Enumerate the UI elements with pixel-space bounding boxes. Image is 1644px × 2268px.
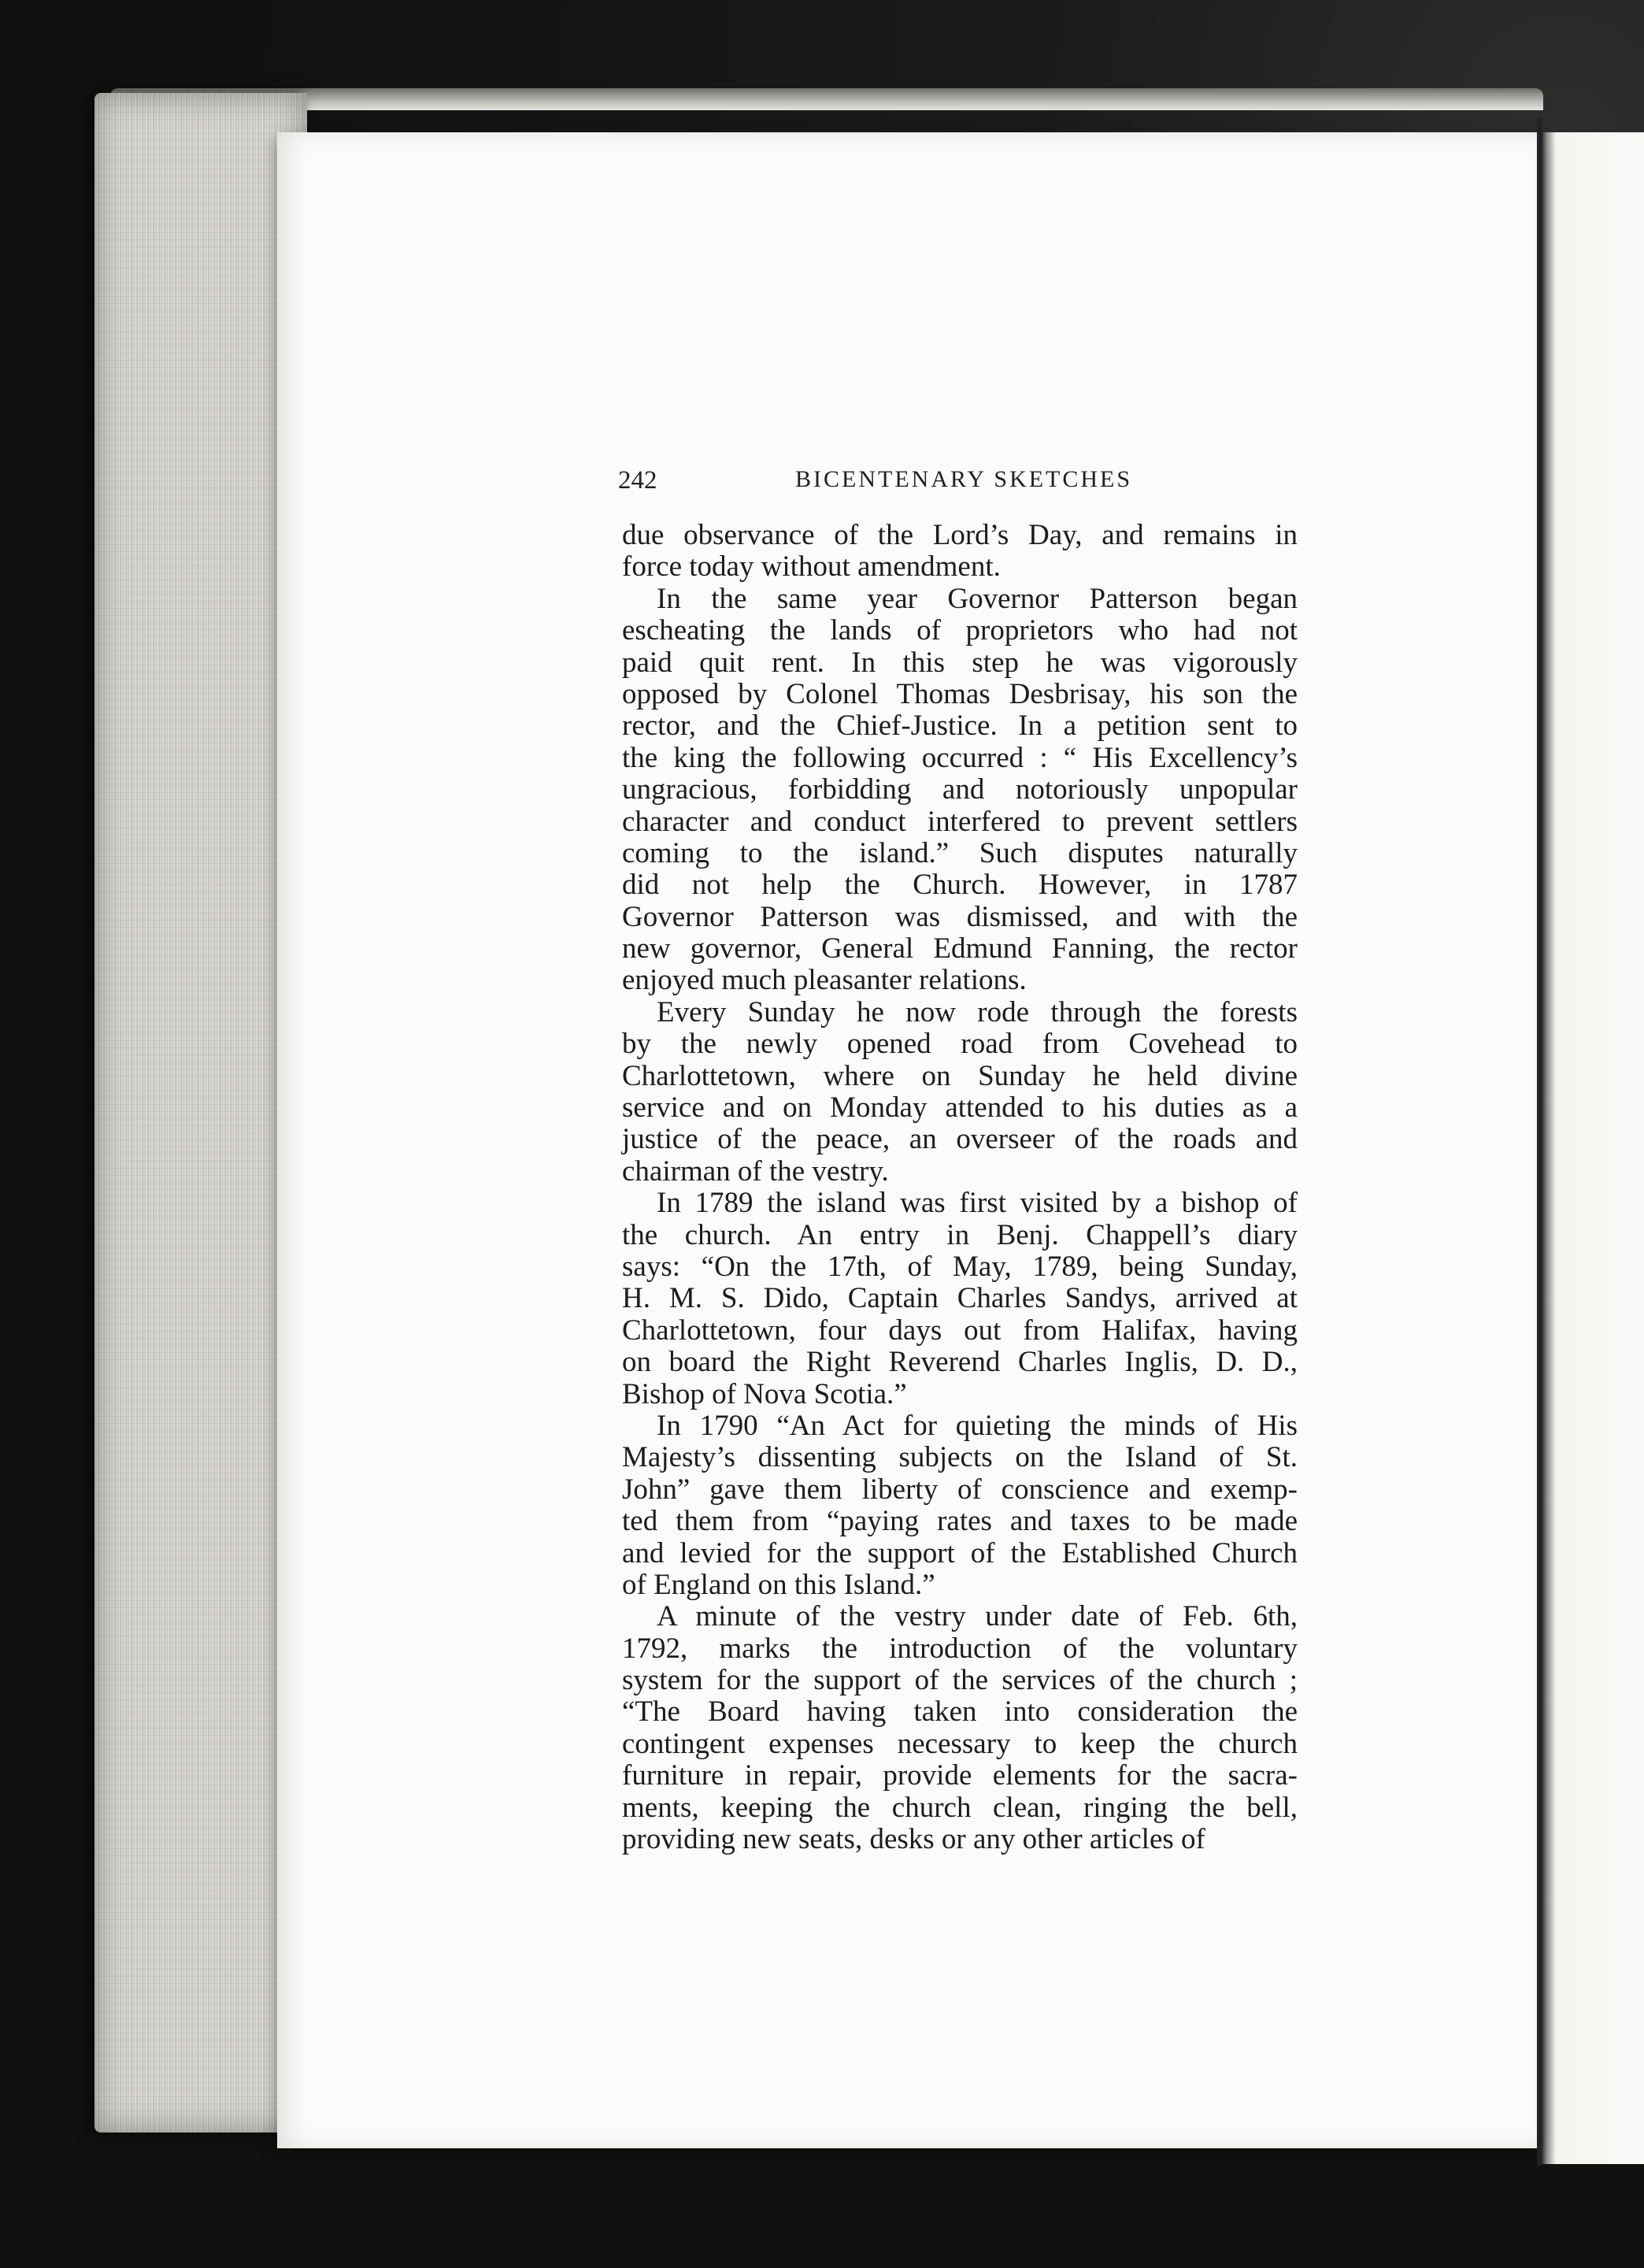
text-line: due observance of the Lord’s Day, and remains in: [622, 519, 1298, 551]
text-line: contingent expenses necessary to keep the church: [622, 1727, 1298, 1760]
text-line: ted them from “paying rates and taxes to be made: [622, 1505, 1298, 1538]
text-line: enjoyed much pleasanter relations.: [622, 964, 1027, 997]
book-page-edges: [94, 93, 307, 2133]
text-line: new governor, General Edmund Fanning, the rector: [622, 932, 1298, 965]
text-line: service and on Monday attended to his duties as a: [622, 1091, 1298, 1125]
text-line: H. M. S. Dido, Captain Charles Sandys, arrived at: [622, 1282, 1298, 1315]
text-line: John” gave them liberty of conscience and exemp-: [622, 1473, 1298, 1506]
text-line: providing new seats, desks or any other articles of: [622, 1823, 1205, 1856]
paragraph: [622, 584, 1298, 997]
running-title: BICENTENARY SKETCHES: [795, 466, 1133, 492]
text-line: paid quit rent. In this step he was vigorously: [622, 646, 1298, 679]
text-line: Charlottetown, where on Sunday he held divine: [622, 1059, 1298, 1092]
text-line: coming to the island.” Such disputes naturally: [622, 836, 1298, 869]
page-gutter: [1537, 118, 1542, 2166]
text-line: opposed by Colonel Thomas Desbrisay, his son the: [622, 677, 1298, 710]
text-line: and levied for the support of the Established Church: [622, 1536, 1298, 1569]
text-line: 1792, marks the introduction of the voluntary: [622, 1632, 1298, 1665]
text-line: In 1790 “An Act for quieting the minds of His: [657, 1409, 1298, 1442]
text-line: of England on this Island.”: [622, 1568, 935, 1601]
text-line: did not help the Church. However, in 1787: [622, 869, 1298, 902]
paragraph: [622, 997, 1298, 1188]
facing-page-strip: [1542, 132, 1644, 2164]
body-text: [622, 520, 1298, 1855]
text-line: escheating the lands of proprietors who had not: [622, 614, 1298, 647]
text-line: chairman of the vestry.: [622, 1154, 889, 1188]
text-line: furniture in repair, provide elements for the sacra-: [622, 1759, 1298, 1792]
text-line: Bishop of Nova Scotia.”: [622, 1377, 907, 1410]
text-line: In 1789 the island was first visited by a bishop of: [657, 1187, 1298, 1220]
text-line: force today without amendment.: [622, 550, 1001, 584]
text-line: rector, and the Chief-Justice. In a petition sent to: [622, 710, 1298, 743]
paragraph: [622, 520, 1298, 584]
paragraph: [622, 1410, 1298, 1601]
text-line: the king the following occurred : “ His Excellency’s: [622, 741, 1298, 774]
text-line: on board the Right Reverend Charles Inglis, D. D.,: [622, 1346, 1298, 1379]
text-line: says: “On the 17th, of May, 1789, being Sunday,: [622, 1250, 1298, 1283]
text-line: justice of the peace, an overseer of the roads and: [622, 1123, 1298, 1156]
text-line: ments, keeping the church clean, ringing the bell,: [622, 1791, 1298, 1824]
text-line: character and conduct interfered to prevent settlers: [622, 805, 1298, 838]
text-line: Charlottetown, four days out from Halifax, having: [622, 1314, 1298, 1347]
running-head: [618, 466, 1405, 506]
paragraph: [622, 1601, 1298, 1855]
text-line: “The Board having taken into consideration the: [622, 1695, 1298, 1729]
text-line: A minute of the vestry under date of Feb. 6th,: [657, 1600, 1298, 1633]
text-line: the church. An entry in Benj. Chappell’s diary: [622, 1218, 1298, 1251]
text-line: Majesty’s dissenting subjects on the Island of St.: [622, 1441, 1298, 1474]
page-number: 242: [618, 466, 657, 495]
text-line: system for the support of the services of the church ;: [622, 1664, 1298, 1697]
text-line: Governor Patterson was dismissed, and with the: [622, 900, 1298, 933]
paragraph: [622, 1188, 1298, 1410]
book-top-edge: [110, 88, 1543, 110]
text-line: by the newly opened road from Covehead to: [622, 1028, 1298, 1061]
text-line: ungracious, forbidding and notoriously unpopular: [622, 773, 1298, 806]
text-line: In the same year Governor Patterson began: [657, 582, 1298, 615]
text-line: Every Sunday he now rode through the forests: [657, 995, 1298, 1028]
